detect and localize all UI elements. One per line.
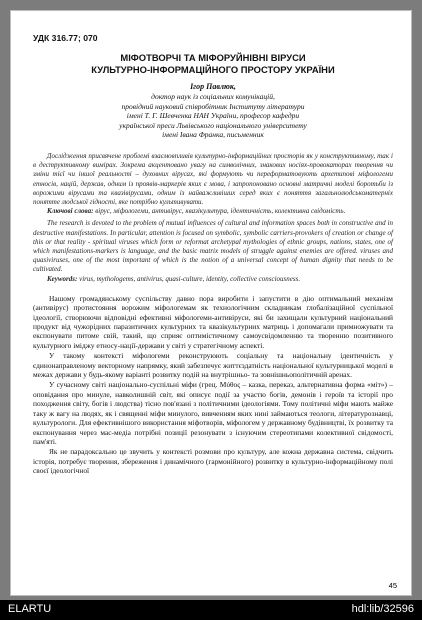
affiliation-line: української преси Львівського національного університету [119, 120, 307, 130]
keywords-text: virus, mythologems, antivirus, quasi-culture, identity, collective consciousness. [77, 274, 301, 283]
page-content [33, 33, 393, 477]
keywords-ukrainian [33, 207, 393, 216]
article-title-line-2: КУЛЬТУРНО-ІНФОРМАЦІЙНОГО ПРОСТОРУ УКРАЇНИ [91, 64, 335, 75]
body-paragraph: Нашому громадянському суспільству давно пора виробити і запустити в дію оптимальний механізм (антивірус) протистояння ворожим міфологемам як технологічним складникам глобалізаційної суспільної ідеології, створюючи відповідні ефективні міфологеми-антивіруси, які би захищали культурний національний продукт від чужорідних паразитичних культурних та квазікультурних матриць і допомагали примножувати та експонувати питоме свій, такий, що сприяє оптимістичному самоусвідомленню та творенню позитивного культурного іміджу етносу-нації-держави у світі у стратегічному аспекті. [33, 293, 393, 350]
udc-code: УДК 316.77; 070 [33, 33, 98, 43]
article-title-line-1: МІФОТВОРЧІ ТА МІФОРУЙНІВНІ ВІРУСИ [120, 52, 306, 63]
repository-name: ELARTU [8, 603, 52, 615]
abstract [33, 152, 393, 284]
body-paragraph: Як не парадоксально це звучить у контексті розмови про культуру, але кожна державна система, свідчить історія, потребує творення, збереження і динамічного (гармонійного) розвитку в культурно-інформаційному полі своєї ідеологічної [33, 447, 393, 476]
keywords-english [33, 275, 393, 284]
article-body [33, 294, 393, 476]
author-affiliation [33, 92, 393, 140]
affiliation-line: імені Івана Франка, письменник [162, 130, 264, 140]
repository-footer [0, 600, 422, 620]
affiliation-line: провідний науковий співробітник Інституту літератури [121, 101, 305, 111]
author-name: Ігор Павлюк, [190, 82, 236, 91]
body-paragraph: У такому контексті міфологеми реконструюють соціальну та національну ідентичність у єдинонаправленому векторному напрямку, який забезпечує життєздатність національної культурницької моделі в межах держави у будь-якому варіанті розвитку подій на внутрішньо- та зовнішньополітичній аренах. [33, 351, 393, 380]
abstract-english: The research is devoted to the problem of mutual influences of cultural and information spaces both in constructive and in destructive manifestations. In particular, attention is focused on symbolic, symbolic carriers-provokers of creation or change of this or that reality - spiritual viruses which form or reformat archetypal mythologies of ethnic groups, nations, states, one of which manifestations-markers is language, and the basic matrix models of struggle against enemies are offered. viruses and quasiviruses, one of the most important of which is the notion of a universal concept of human dignity that needs to be cultivated. [33, 219, 393, 274]
keywords-text: вірус, міфологеми, антивірус, квазікультура, ідентичність, колективна свідомість. [93, 207, 346, 216]
journal-page [10, 10, 412, 596]
affiliation-line: доктор наук із соціальних комунікацій, [151, 92, 275, 101]
keywords-label: Keywords: [47, 274, 78, 283]
body-paragraph: У сучасному світі національно-суспільні міфи (грец. Μύθος – казка, переказ, альтернативна форма «міт») – оповідання про минуле, навколишній світ, які описує події за участю богів, демонів і героїв та історії про походження світу, богів і людства) тісно пов'язані з політичними ідеологіями. Тому політичні міфи мають майже таку ж вагу на людях, як і священні міфи минулого, вивченням яких нині займаються теологи, літературознавці, культурологи. Для ефективнішого використання міфотворів, міфологем у державному будівництві, їх розвитку та експонування через мас-медіа потрібні позиції резонувати з існуючим стереотипами колективної свідомості, пам'яті. [33, 380, 393, 446]
keywords-label: Ключові слова: [47, 207, 94, 216]
affiliation-line: імені Т. Г. Шевченка НАН України, професор кафедри [126, 111, 300, 121]
page-number: 45 [388, 581, 397, 590]
handle-id: hdl:lib/32596 [351, 603, 414, 615]
abstract-ukrainian: Дослідження присвячене проблемі взаємовпливів культурно-інформаційних просторів як у конструктивному, так і в деструктивному вимірах. Зокрема акцентовано увагу на символічних, знакових носіях-провокаторах творення чи зміни тієї чи іншої реальності – духовних вірусах, які формують чи переформатовують архетипові міфологеми етносів, націй, держав, одним із проявів-маркерів яких є мова, і запропоновано основні матричні моделі боротьби із ворожими вірусами та квазівірусами, одним із найважливіших серед яких є поняття загальнолюдськоматерніх понятте людської гідності, яке потрібно культивувати. [33, 151, 393, 206]
